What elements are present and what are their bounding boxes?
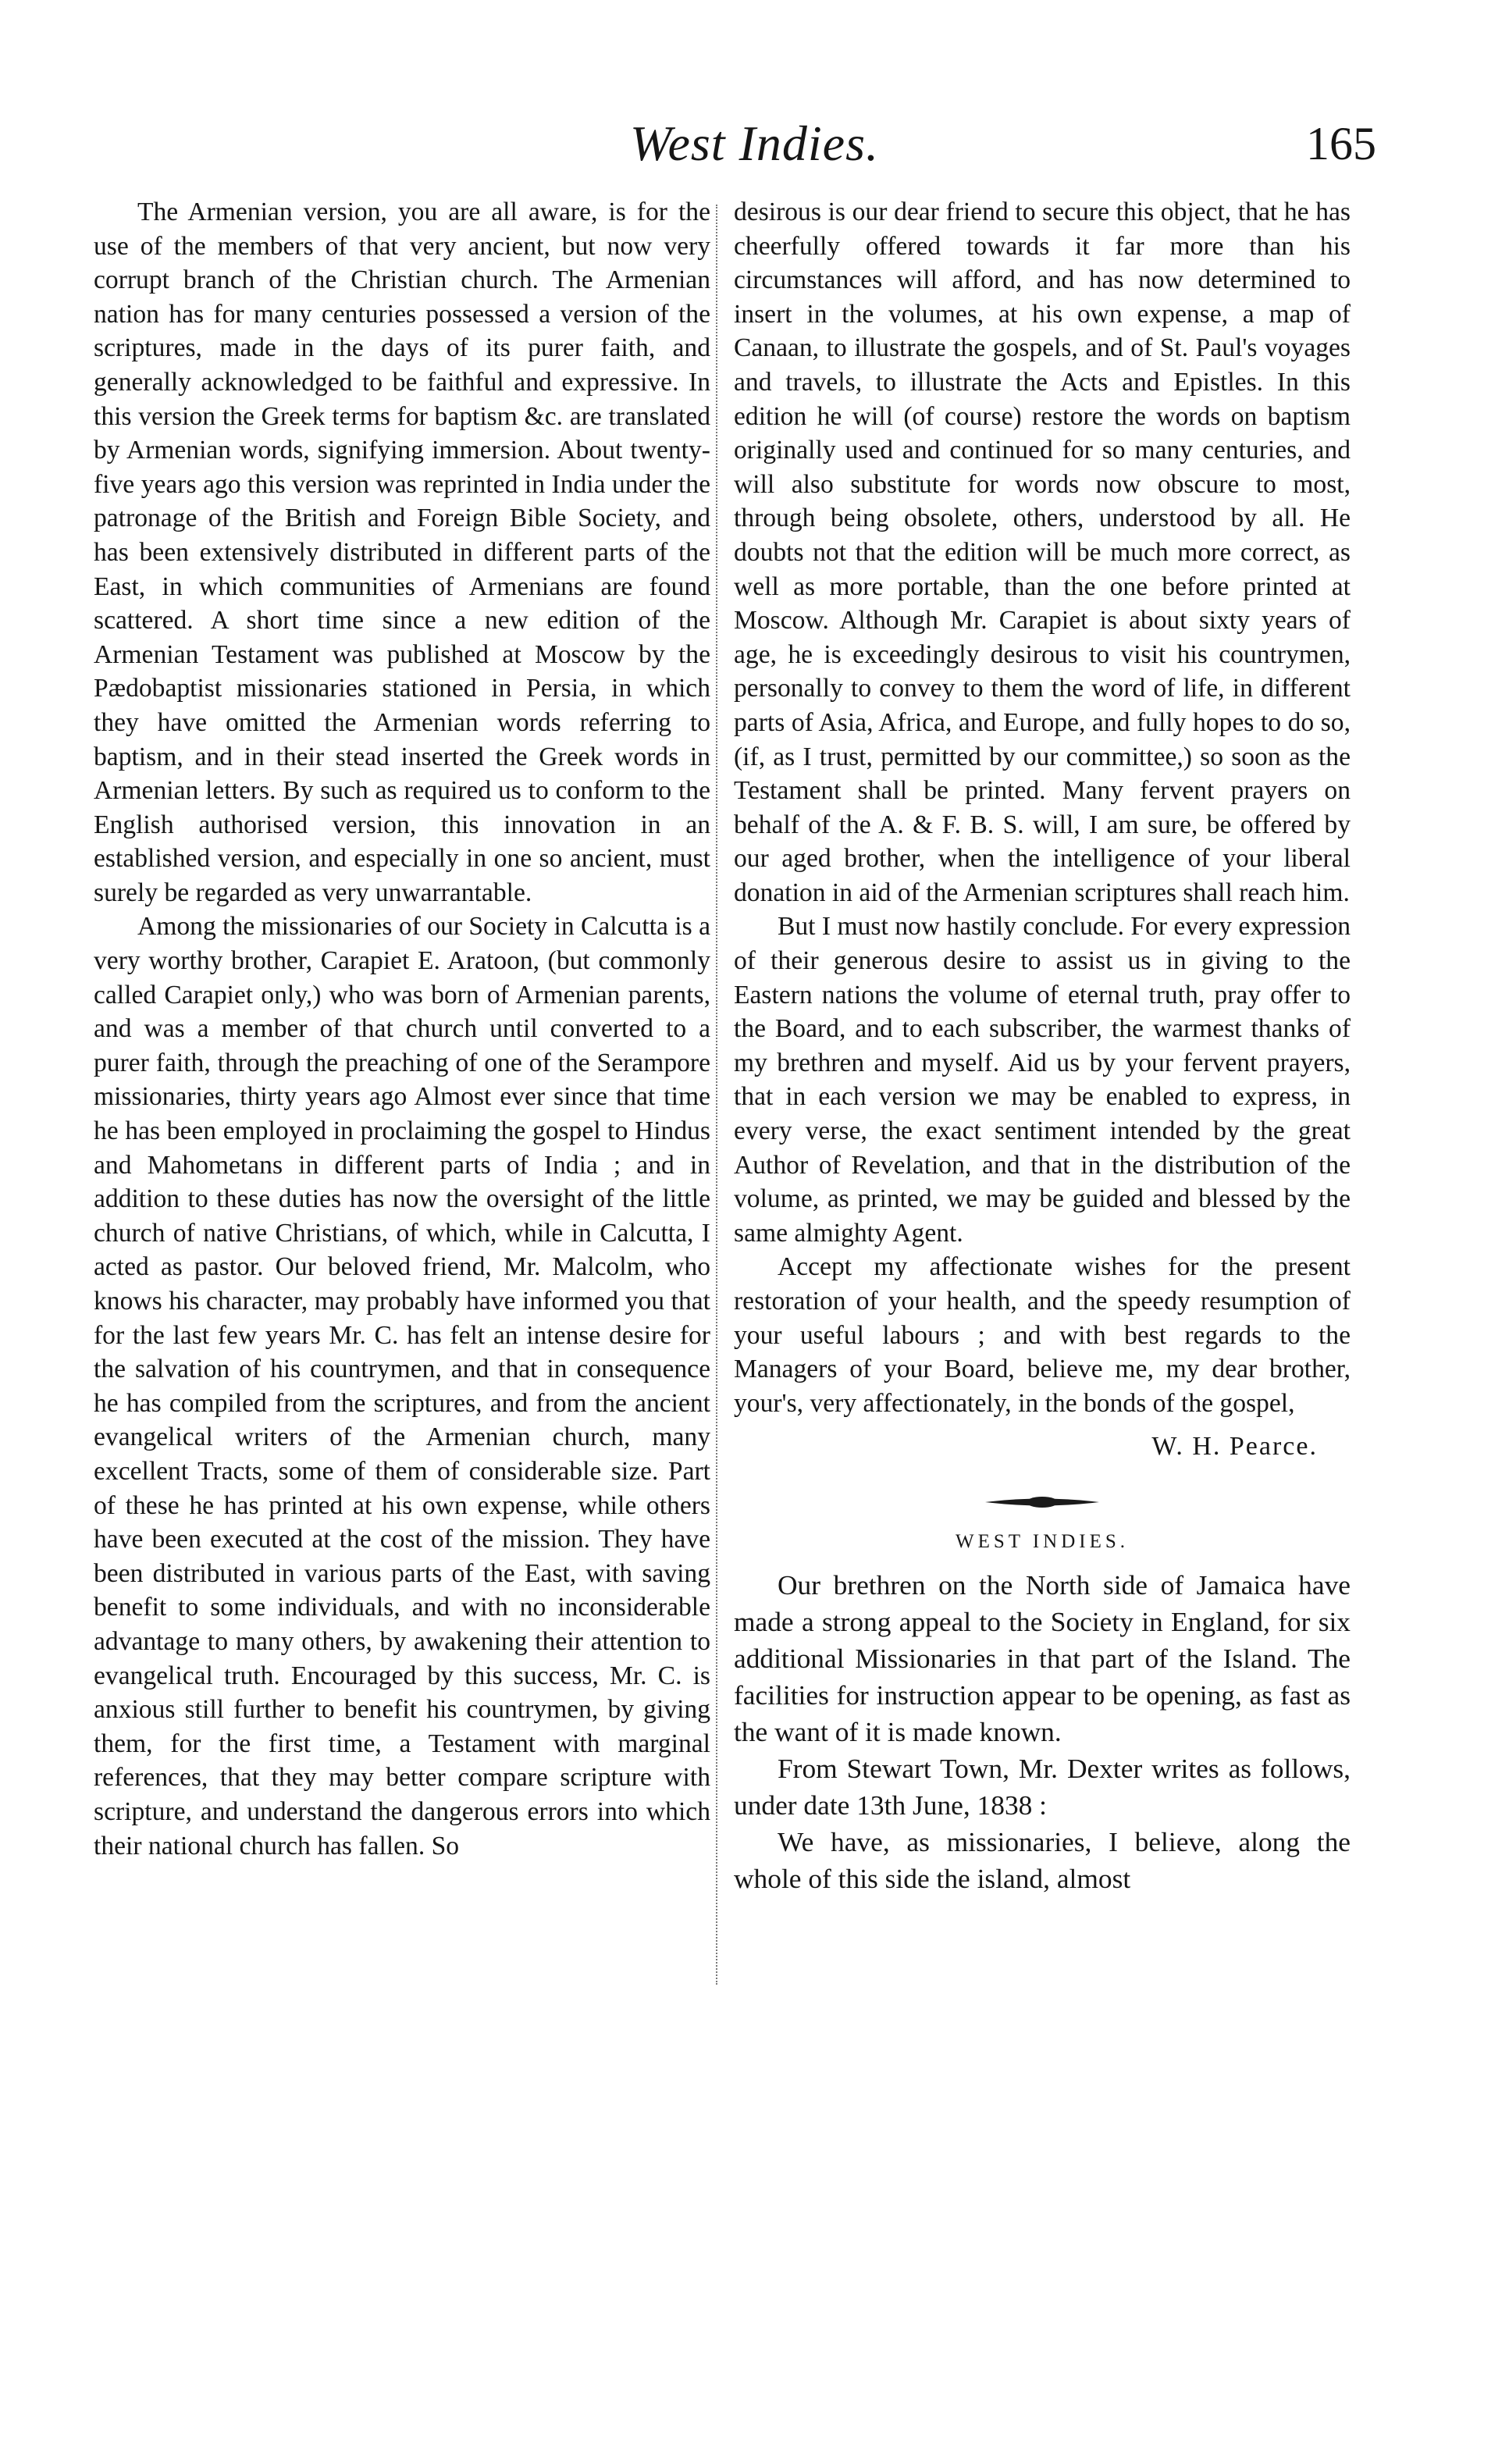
left-column bbox=[94, 195, 710, 2444]
section-divider-ornament bbox=[984, 1494, 1101, 1511]
page-number: 165 bbox=[1306, 118, 1376, 169]
section-heading-west-indies: WEST INDIES. bbox=[955, 1531, 1130, 1553]
paragraph-carapiet-aratoon: Among the missionaries of our Society in Calcutta is a very worthy brother, Carapiet E. Aratoon, (but commonly called Carapiet only,) who was born of Armenian parents, and was a member of that church until converted to a purer faith, through the preaching of one of the Serampore missionaries, thirty years ago Almost ever since that time he has been employed in proclaiming the gospel to Hindus and Mahometans in different parts of India ; and in addition to these duties has now the oversight of the little church of native Christians, of which, while in Calcutta, I acted as pastor. Our beloved friend, Mr. Malcolm, who knows his character, may probably have informed you that for the last few years Mr. C. has felt an intense desire for the salvation of his countrymen, and that in consequence he has compiled from the scriptures, and from the ancient evangelical writers of the Armenian church, many excellent Tracts, some of them of considerable size. Part of these he has printed at his own expense, while others have been executed at the cost of the mission. They have been distributed in various parts of the East, with saving benefit to some individuals, and with no inconsiderable advantage to many others, by awakening their attention to evangelical truth. Encouraged by this success, Mr. C. is anxious still further to benefit his countrymen, by giving them, for the first time, a Testament with marginal references, that they may better compare scripture with scripture, and understand the dangerous errors into which their national church has fallen. So bbox=[94, 912, 710, 1860]
paragraph-conclude: But I must now hastily conclude. For every expression of their generous desire to assist us in giving to the Eastern nations the volume of eternal truth, pray offer to the Board, and to each subscriber, the warmest thanks of my brethren and myself. Aid us by your fervent prayers, that in each version we may be enabled to express, in every verse, the exact sentiment intended by the great Author of Revelation, and that in the distribution of the volume, as printed, we may be guided and blessed by the same almighty Agent. bbox=[734, 912, 1351, 1248]
paragraph-jamaica-appeal: Our brethren on the North side of Jamaica have made a strong appeal to the Society in England, for six additional Missionaries in that part of the Island. The facilities for instruction appear to be opening, as fast as the want of it is made known. bbox=[734, 1569, 1351, 1748]
paragraph-closing-wishes: Accept my affectionate wishes for the present restoration of your health, and the speedy resumption of your useful labours ; and with best regards to the Managers of your Board, believe me, my dear brother, your's, very affectionately, in the bonds of the gospel, bbox=[734, 1252, 1351, 1418]
paragraph-dexter-letter: We have, as missionaries, I believe, along the whole of this side the island, almost bbox=[734, 1826, 1351, 1895]
paragraph-continued-desirous: desirous is our dear friend to secure this object, that he has cheerfully offered towards it far more than his circumstances will afford, and has now determined to insert in the volumes, at his own expense, a map of Canaan, to illustrate the gospels, and of St. Paul's voyages and travels, to illustrate the Acts and Epistles. In this edition he will (of course) restore the words on baptism originally used and continued for so many centuries, and will also substitute for words now obscure to most, through being obsolete, others, understood by all. He doubts not that the edition will be much more correct, as well as more portable, than the one before printed at Moscow. Although Mr. Carapiet is about sixty years of age, he is exceedingly desirous to visit his countrymen, personally to convey to them the word of life, in different parts of Asia, Africa, and Europe, and fully hopes to do so, (if, as I trust, permitted by our committee,) so soon as the Testament shall be printed. Many fervent prayers on behalf of the A. & F. B. S. will, I am sure, be offered by our aged brother, when the intelligence of your liberal donation in aid of the Armenian scriptures shall reach him. bbox=[734, 198, 1351, 907]
running-title: West Indies. bbox=[630, 116, 879, 171]
signature: W. H. Pearce. bbox=[1151, 1432, 1318, 1462]
paragraph-stewart-town: From Stewart Town, Mr. Dexter writes as follows, under date 13th June, 1838 : bbox=[734, 1753, 1351, 1821]
column-divider bbox=[716, 205, 717, 1985]
right-column bbox=[734, 195, 1351, 2436]
paragraph-armenian-version: The Armenian version, you are all aware, is for the use of the members of that very ancient, but now very corrupt branch of the Christian church. The Armenian nation has for many centuries possessed a version of the scriptures, made in the days of its purer faith, and generally acknowledged to be faithful and expressive. In this version the Greek terms for baptism &c. are translated by Armenian words, signifying immersion. About twenty-five years ago this version was reprinted in India under the patronage of the British and Foreign Bible Society, and has been extensively distributed in different parts of the East, in which communities of Armenians are found scattered. A short time since a new edition of the Armenian Testament was published at Moscow by the Pædobaptist missionaries stationed in Persia, in which they have omitted the Armenian words referring to baptism, and in their stead inserted the Greek words in Armenian letters. By such as required us to conform to the English authorised version, this innovation in an established version, and especially in one so ancient, must surely be regarded as very unwarrantable. bbox=[94, 198, 710, 907]
